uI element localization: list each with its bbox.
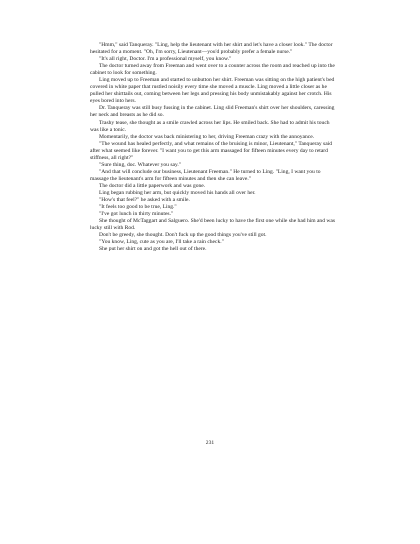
paragraph: Momentarily, the doctor was back ministering to her, driving Freeman crazy with the annoyance. xyxy=(99,133,315,140)
paragraph: The doctor turned away from Freeman and went over to a counter across the room and reached up into the cabinet to look for something. xyxy=(90,63,335,77)
paragraph: She thought of McTaggart and Salguero. She'd been lucky to have the first one while she had him and was lucky still with Rod. xyxy=(90,218,335,232)
paragraph: She put her shirt on and got the hell out of there. xyxy=(99,246,207,253)
paragraph: "It's all right, Doctor. I'm a professional myself, you know." xyxy=(99,56,232,63)
paragraph: Don't be greedy, she thought. Don't fuck up the good things you've still got. xyxy=(99,232,267,239)
paragraph: "How's that feel?" he asked with a smile. xyxy=(99,197,190,204)
paragraph: "Sure thing, doc. Whatever you say." xyxy=(99,161,182,168)
paragraph: The doctor did a little paperwork and was gone. xyxy=(99,182,206,189)
paragraph: "Hmm," said Tanqueray. "Ling, help the lieutenant with her shirt and let's have a closer look." The doctor hesitated for a moment. "Oh, I'm sorry, Lieutenant—you'd probably prefer a female nurse." xyxy=(90,42,333,56)
paragraph: "I've got lunch in thirty minutes." xyxy=(99,211,174,218)
body-text xyxy=(90,42,338,253)
page-number: 231 xyxy=(205,440,215,446)
paragraph: "It feels too good to be true, Ling." xyxy=(99,204,177,211)
paragraph: "You know, Ling, cute as you are, I'll take a rain check." xyxy=(99,239,224,246)
paragraph: Ling moved up to Freeman and started to unbutton her shirt. Freeman was sitting on the high patient's bed covered in white paper that rustled noisily every time she moved a muscle. Ling moved a little closer as he pulled her shirttails out, coming between her legs and pressing his body unmistakably against her crotch. His eyes bored into hers. xyxy=(90,77,335,105)
paragraph: Dr. Tanqueray was still busy fussing in the cabinet. Ling slid Freeman's shirt over her shoulders, caressing her neck and breasts as he did so. xyxy=(90,105,335,119)
paragraph: "And that will conclude our business, Lieutenant Freeman." He turned to Ling. "Ling, I want you to massage the lieutenant's arm for fifteen minutes and then she can leave." xyxy=(90,168,321,182)
paragraph: "The wound has healed perfectly, and what remains of the bruising is minor, Lieutenant," Tanqueray said after what seemed like forever. "I want you to get this arm massaged for fifteen minutes every day to retard stiffness, all right?" xyxy=(90,140,332,161)
paragraph: Trashy tease, she thought as a smile crawled across her lips. He smiled back. She had to admit his touch was like a tonic. xyxy=(90,119,330,133)
paragraph: Ling began rubbing her arm, but quickly moved his hands all over her. xyxy=(99,189,256,196)
